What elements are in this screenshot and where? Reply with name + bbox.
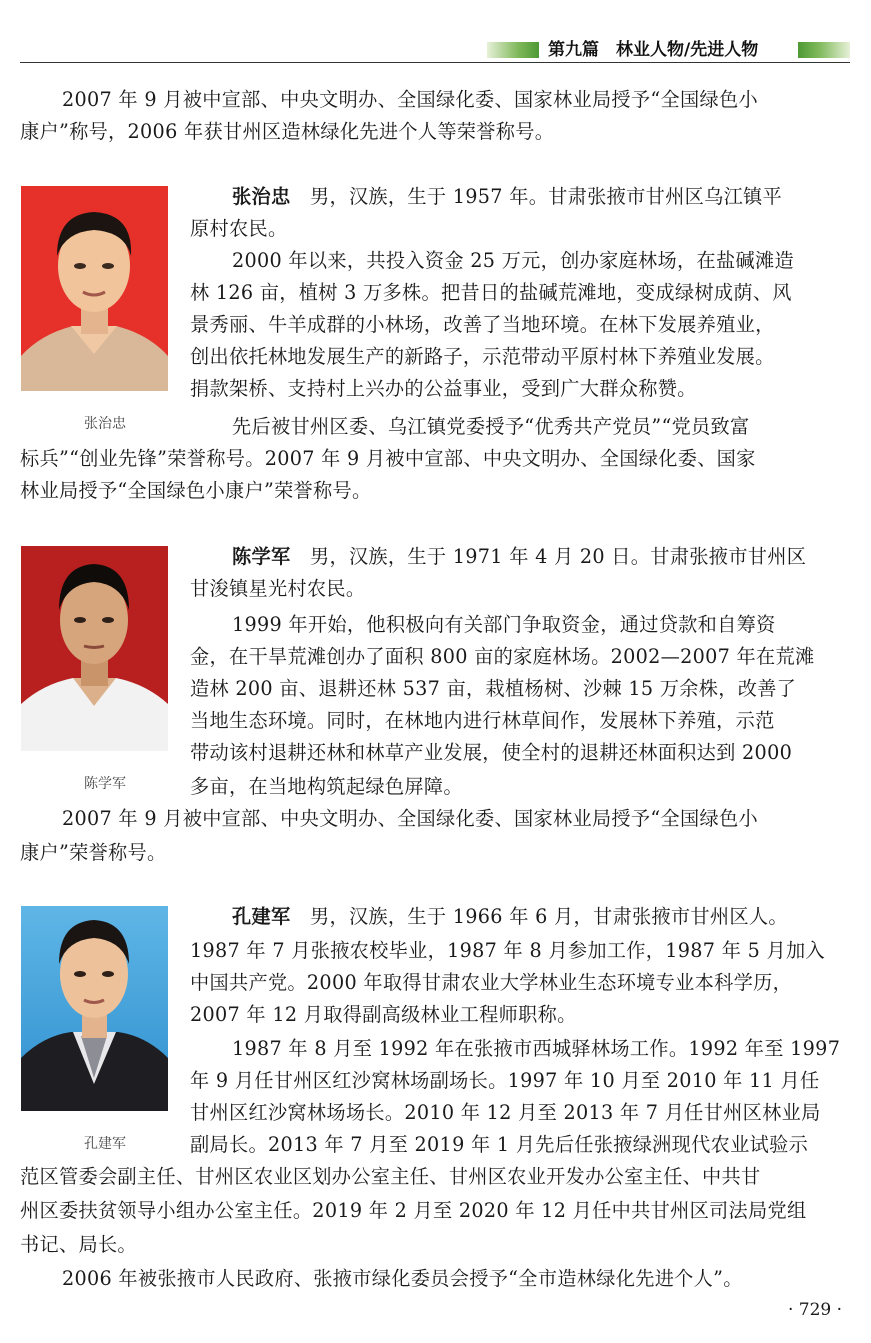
bio-line: 1999 年开始，他积极向有关部门争取资金，通过贷款和自筹资	[232, 613, 776, 636]
bio-line: 1987 年 8 月至 1992 年在张掖市西城驿林场工作。1992 年至 1997	[232, 1037, 841, 1060]
bio-line: 甘州区红沙窝林场场长。2010 年 12 月至 2013 年 7 月任甘州区林业局	[190, 1101, 821, 1124]
bio-line: 康户”荣誉称号。	[20, 841, 167, 864]
header-decoration-left	[487, 42, 539, 58]
bio-line: 年 9 月任甘州区红沙窝林场副场长。1997 年 10 月至 2010 年 11 月任	[190, 1069, 820, 1092]
bio-line: 先后被甘州区委、乌江镇党委授予“优秀共产党员”“党员致富	[232, 415, 750, 438]
photo-caption: 陈学军	[84, 776, 126, 792]
person-intro-line: 孔建军 男，汉族，生于 1966 年 6 月，甘肃张掖市甘州区人。	[232, 905, 788, 928]
intro-line: 2007 年 9 月被中宣部、中央文明办、全国绿化委、国家林业局授予“全国绿色小	[62, 88, 758, 111]
bio-line: 创出依托林地发展生产的新路子，示范带动平原村林下养殖业发展。	[190, 345, 775, 368]
bio-line: 2007 年 9 月被中宣部、中央文明办、全国绿化委、国家林业局授予“全国绿色小	[62, 807, 758, 830]
photo-caption: 孔建军	[84, 1136, 126, 1152]
portrait-photo	[21, 906, 168, 1111]
bio-line: 副局长。2013 年 7 月至 2019 年 1 月先后任张掖绿洲现代农业试验示	[190, 1133, 809, 1156]
bio-line: 甘浚镇星光村农民。	[190, 577, 366, 600]
bio-line: 中国共产党。2000 年取得甘肃农业大学林业生态环境专业本科学历，	[190, 971, 793, 994]
bio-line: 书记、局长。	[20, 1233, 137, 1256]
header-rule	[20, 62, 850, 63]
bio-line: 当地生态环境。同时，在林地内进行林草间作，发展林下养殖，示范	[190, 709, 775, 732]
person-name: 孔建军	[232, 905, 291, 928]
bio-line: 多亩，在当地构筑起绿色屏障。	[190, 775, 463, 798]
person-name: 张治忠	[232, 185, 291, 208]
bio-line: 景秀丽、牛羊成群的小林场，改善了当地环境。在林下发展养殖业，	[190, 313, 775, 336]
bio-line: 原村农民。	[190, 217, 288, 240]
bio-line: 州区委扶贫领导小组办公室主任。2019 年 2 月至 2020 年 12 月任中共甘州区司法局党组	[20, 1199, 807, 1222]
bio-line: 造林 200 亩、退耕还林 537 亩，栽植杨树、沙棘 15 万余株，改善了	[190, 677, 797, 700]
person-intro-line: 陈学军 男，汉族，生于 1971 年 4 月 20 日。甘肃张掖市甘州区	[232, 545, 807, 568]
bio-line: 2007 年 12 月取得副高级林业工程师职称。	[190, 1003, 577, 1026]
person-name: 陈学军	[232, 545, 291, 568]
portrait-photo	[21, 546, 168, 751]
bio-line: 标兵”“创业先锋”荣誉称号。2007 年 9 月被中宣部、中央文明办、全国绿化委、国家	[20, 447, 756, 470]
section-title: 第九篇 林业人物/先进人物	[548, 40, 759, 60]
photo-caption: 张治忠	[84, 416, 126, 432]
bio-line: 金，在干旱荒滩创办了面积 800 亩的家庭林场。2002—2007 年在荒滩	[190, 645, 815, 668]
bio-line: 林业局授予“全国绿色小康户”荣誉称号。	[20, 479, 372, 502]
bio-line: 2000 年以来，共投入资金 25 万元，创办家庭林场，在盐碱滩造	[232, 249, 794, 272]
bio-line: 范区管委会副主任、甘州区农业区划办公室主任、甘州区农业开发办公室主任、中共甘	[20, 1165, 761, 1188]
person-intro-line: 张治忠 男，汉族，生于 1957 年。甘肃张掖市甘州区乌江镇平	[232, 185, 783, 208]
bio-line: 带动该村退耕还林和林草产业发展，使全村的退耕还林面积达到 2000	[190, 741, 793, 764]
bio-line: 林 126 亩，植树 3 万多株。把昔日的盐碱荒滩地，变成绿树成荫、风	[190, 281, 792, 304]
bio-line: 捐款架桥、支持村上兴办的公益事业，受到广大群众称赞。	[190, 377, 697, 400]
bio-line: 2006 年被张掖市人民政府、张掖市绿化委员会授予“全市造林绿化先进个人”。	[62, 1267, 743, 1290]
page-number: · 729 ·	[787, 1300, 843, 1320]
bio-line: 1987 年 7 月张掖农校毕业，1987 年 8 月参加工作，1987 年 5 月加入	[190, 939, 825, 962]
header-decoration-right	[798, 42, 850, 58]
portrait-photo	[21, 186, 168, 391]
intro-line: 康户”称号，2006 年获甘州区造林绿化先进个人等荣誉称号。	[20, 120, 555, 143]
